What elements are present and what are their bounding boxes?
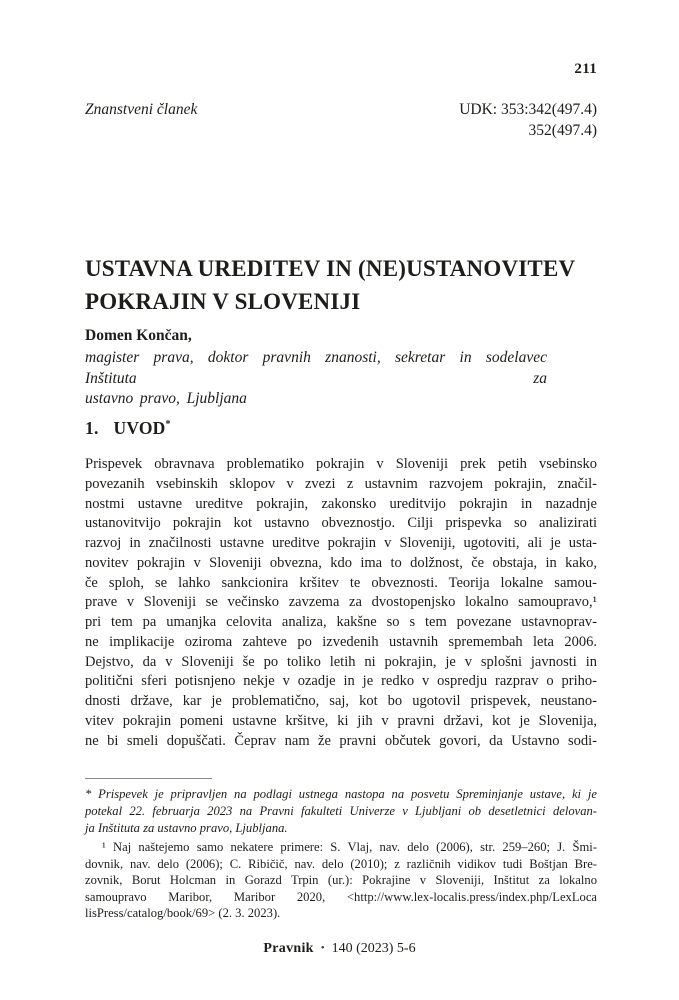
- article-title: [85, 252, 575, 318]
- text-line: potekal 22. februarja 2023 na Pravni fakulteti Univerze v Ljubljani ob desetletnici delovan-: [85, 804, 597, 819]
- text-line: prave v Sloveniji se večinsko zavzema za dvostopenjsko lokalno samoupravo,¹: [85, 594, 597, 611]
- text-line: dovnik, nav. delo (2006); C. Ribičič, nav. delo (2010); z različnih vidikov tudi Boštjan Bre-: [85, 856, 597, 871]
- section-number: 1.: [85, 418, 99, 438]
- text-line: pri tem pa umanjka celovita analiza, kakšne so s tem povezane ustavnoprav-: [85, 614, 597, 630]
- journal-name: Pravnik: [263, 941, 314, 956]
- text-line: USTAVNA UREDITEV IN (NE)USTANOVITEV: [85, 256, 576, 281]
- text-line: ne bi smeli dopuščati. Čeprav nam že pravni občutek govori, da Ustavno sodi-: [85, 732, 597, 749]
- text-line: POKRAJIN V SLOVENIJI: [85, 289, 361, 314]
- text-line: vitev pokrajin pomeni ustavne kršitve, ki jih v pravni državi, kot je Slovenija,: [85, 712, 597, 729]
- text-line: ¹ Naj naštejemo samo nekatere primere: S. Vlaj, nav. delo (2006), str. 259–260; J. Šmi-: [102, 840, 597, 854]
- text-line: ustavno pravo, Ljubljana: [85, 390, 247, 407]
- udk-line-1: UDK: 353:342(497.4): [459, 101, 597, 118]
- journal-issue: 140 (2023) 5-6: [331, 941, 416, 956]
- text-line: zovnik, Borut Holcman in Gorazd Trpin (ur.): Pokrajine v Sloveniji, Inštitut za lokalno: [85, 873, 597, 888]
- footnote-separator-rule: [85, 778, 212, 779]
- section-title: UVOD: [113, 418, 166, 438]
- journal-footer: [0, 941, 679, 957]
- text-line: razvoj in značilnosti ustavne ureditve pokrajin v Sloveniji, ugotoviti, ali je usta-: [85, 535, 597, 551]
- udk-line-2: 352(497.4): [528, 122, 597, 139]
- udk-classification: [459, 99, 597, 141]
- text-line: novitev pokrajin v Sloveniji obvezna, kdo ima to dolžnost, če obstaja, in kako,: [85, 554, 597, 571]
- text-line: Prispevek obravnava problematiko pokrajin v Sloveniji prek petih vsebinsko: [85, 456, 597, 472]
- footnote-1: [85, 839, 597, 922]
- text-line: * Prispevek je pripravljen na podlagi ustnega nastopa na posvetu Spreminjanje ustave, ki je: [85, 787, 597, 801]
- footer-bullet-separator: •: [320, 942, 325, 954]
- text-line: samoupravo Maribor, Maribor 2020, <http://www.lex-localis.press/index.php/LexLoca: [85, 889, 597, 904]
- section-footnote-marker: *: [165, 419, 171, 431]
- article-type-label: Znanstveni članek: [85, 101, 198, 118]
- text-line: če sploh, se lahko sankcionira kršitev te obveznosti. Teorija lokalne samou-: [85, 574, 597, 591]
- author-name: Domen Končan,: [85, 327, 192, 344]
- footnote-star: [85, 786, 597, 838]
- text-line: ne implikacije oziroma zahteve po izvedenih ustavnih spremembah leta 2006.: [85, 633, 597, 650]
- body-paragraph: [85, 455, 597, 751]
- text-line: lisPress/catalog/book/69> (2. 3. 2023).: [85, 906, 281, 921]
- text-line: magister prava, doktor pravnih znanosti, sekretar in sodelavec Inštituta za: [85, 349, 547, 387]
- text-line: politični sferi potisnjeno nekje v ozadje in je redko v ospredju razprav o priho-: [85, 673, 597, 690]
- text-line: nostmi ustavne ureditve pokrajin, zakonsko ureditvijo pokrajin in nazadnje: [85, 495, 597, 512]
- page-number: 211: [574, 61, 597, 77]
- text-line: povezanih vsebinskih sklopov v zvezi z ustavnim razvojem pokrajin, značil-: [85, 475, 597, 492]
- text-line: dnosti države, kar je problematično, saj, kot bo ugotovil prispevek, neustano-: [85, 693, 597, 709]
- section-heading-uvod: [85, 418, 171, 439]
- text-line: Dejstvo, da v Sloveniji še po toliko letih ni pokrajin, je v splošni javnosti in: [85, 653, 597, 670]
- text-line: ustanovitvijo pokrajin kot ustavno obveznostjo. Cilji prispevka so analizirati: [85, 515, 597, 532]
- author-affiliation: [85, 348, 547, 410]
- text-line: ja Inštituta za ustavno pravo, Ljubljana.: [85, 821, 288, 836]
